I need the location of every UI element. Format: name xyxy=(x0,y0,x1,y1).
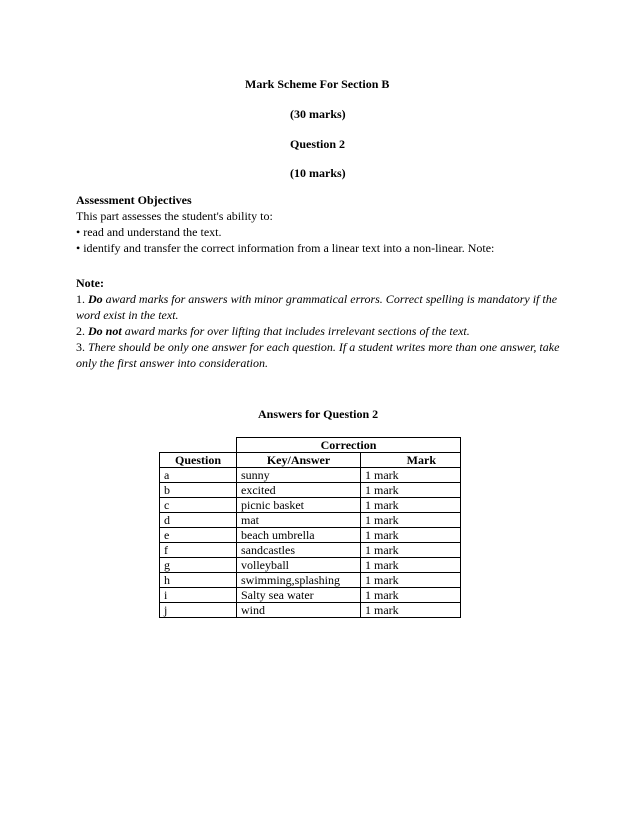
mark-cell: 1 mark xyxy=(361,603,461,618)
table-row xyxy=(160,588,461,603)
note-item xyxy=(76,291,568,323)
mark-cell: 1 mark xyxy=(361,588,461,603)
question-cell: c xyxy=(160,498,237,513)
question-cell: f xyxy=(160,543,237,558)
section-marks: (30 marks) xyxy=(290,107,346,121)
mark-cell: 1 mark xyxy=(361,513,461,528)
answers-title: Answers for Question 2 xyxy=(258,407,379,421)
table-row xyxy=(160,498,461,513)
answer-cell: mat xyxy=(237,513,361,528)
note-item xyxy=(76,323,568,339)
question-label: Question 2 xyxy=(290,137,346,151)
objective-item: • identify and transfer the correct information from a linear text into a non-linear. Note: xyxy=(76,241,495,255)
note-number: 1. xyxy=(76,292,88,306)
question-cell: b xyxy=(160,483,237,498)
answer-cell: picnic basket xyxy=(237,498,361,513)
note-lead: Do not xyxy=(88,324,122,338)
objectives-intro: This part assesses the student's ability to: xyxy=(76,209,273,223)
question-cell: g xyxy=(160,558,237,573)
table-row xyxy=(160,603,461,618)
answer-cell: wind xyxy=(237,603,361,618)
answer-cell: sunny xyxy=(237,468,361,483)
assessment-objectives xyxy=(76,192,576,256)
notes-section xyxy=(76,275,568,371)
note-lead: Do xyxy=(88,292,103,306)
table-row xyxy=(160,513,461,528)
mark-cell: 1 mark xyxy=(361,483,461,498)
note-text: There should be only one answer for each question. If a student writes more than one answer, take only the first answer into consideration. xyxy=(76,340,560,370)
answer-cell: sandcastles xyxy=(237,543,361,558)
question-cell: i xyxy=(160,588,237,603)
note-text: award marks for answers with minor grammatical errors. Correct spelling is mandatory if the word exist in the text. xyxy=(76,292,558,322)
table-row xyxy=(160,483,461,498)
table-group-header-row xyxy=(160,438,461,453)
answer-cell: beach umbrella xyxy=(237,528,361,543)
question-cell: e xyxy=(160,528,237,543)
question-cell: a xyxy=(160,468,237,483)
question-cell: j xyxy=(160,603,237,618)
note-text: award marks for over lifting that includes irrelevant sections of the text. xyxy=(121,324,470,338)
answer-cell: Salty sea water xyxy=(237,588,361,603)
question-cell: d xyxy=(160,513,237,528)
answer-cell: excited xyxy=(237,483,361,498)
mark-cell: 1 mark xyxy=(361,468,461,483)
answer-cell: volleyball xyxy=(237,558,361,573)
mark-cell: 1 mark xyxy=(361,558,461,573)
table-row xyxy=(160,468,461,483)
answer-cell: swimming,splashing xyxy=(237,573,361,588)
mark-cell: 1 mark xyxy=(361,498,461,513)
objective-item: • read and understand the text. xyxy=(76,225,222,239)
mark-cell: 1 mark xyxy=(361,543,461,558)
table-row xyxy=(160,558,461,573)
mark-column-header: Mark xyxy=(361,453,461,468)
correction-header: Correction xyxy=(237,438,461,453)
table-row xyxy=(160,543,461,558)
answers-table xyxy=(159,437,461,618)
question-marks: (10 marks) xyxy=(290,166,346,180)
key-answer-column-header: Key/Answer xyxy=(237,453,361,468)
table-row xyxy=(160,573,461,588)
table-header-row xyxy=(160,453,461,468)
mark-cell: 1 mark xyxy=(361,573,461,588)
mark-scheme-title: Mark Scheme For Section B xyxy=(245,77,390,91)
question-cell: h xyxy=(160,573,237,588)
objectives-heading: Assessment Objectives xyxy=(76,193,192,207)
note-number: 3. xyxy=(76,340,88,354)
question-column-header: Question xyxy=(160,453,237,468)
notes-heading: Note: xyxy=(76,276,104,290)
table-row xyxy=(160,528,461,543)
mark-cell: 1 mark xyxy=(361,528,461,543)
empty-header-cell xyxy=(160,438,237,453)
note-number: 2. xyxy=(76,324,88,338)
note-item xyxy=(76,339,568,371)
